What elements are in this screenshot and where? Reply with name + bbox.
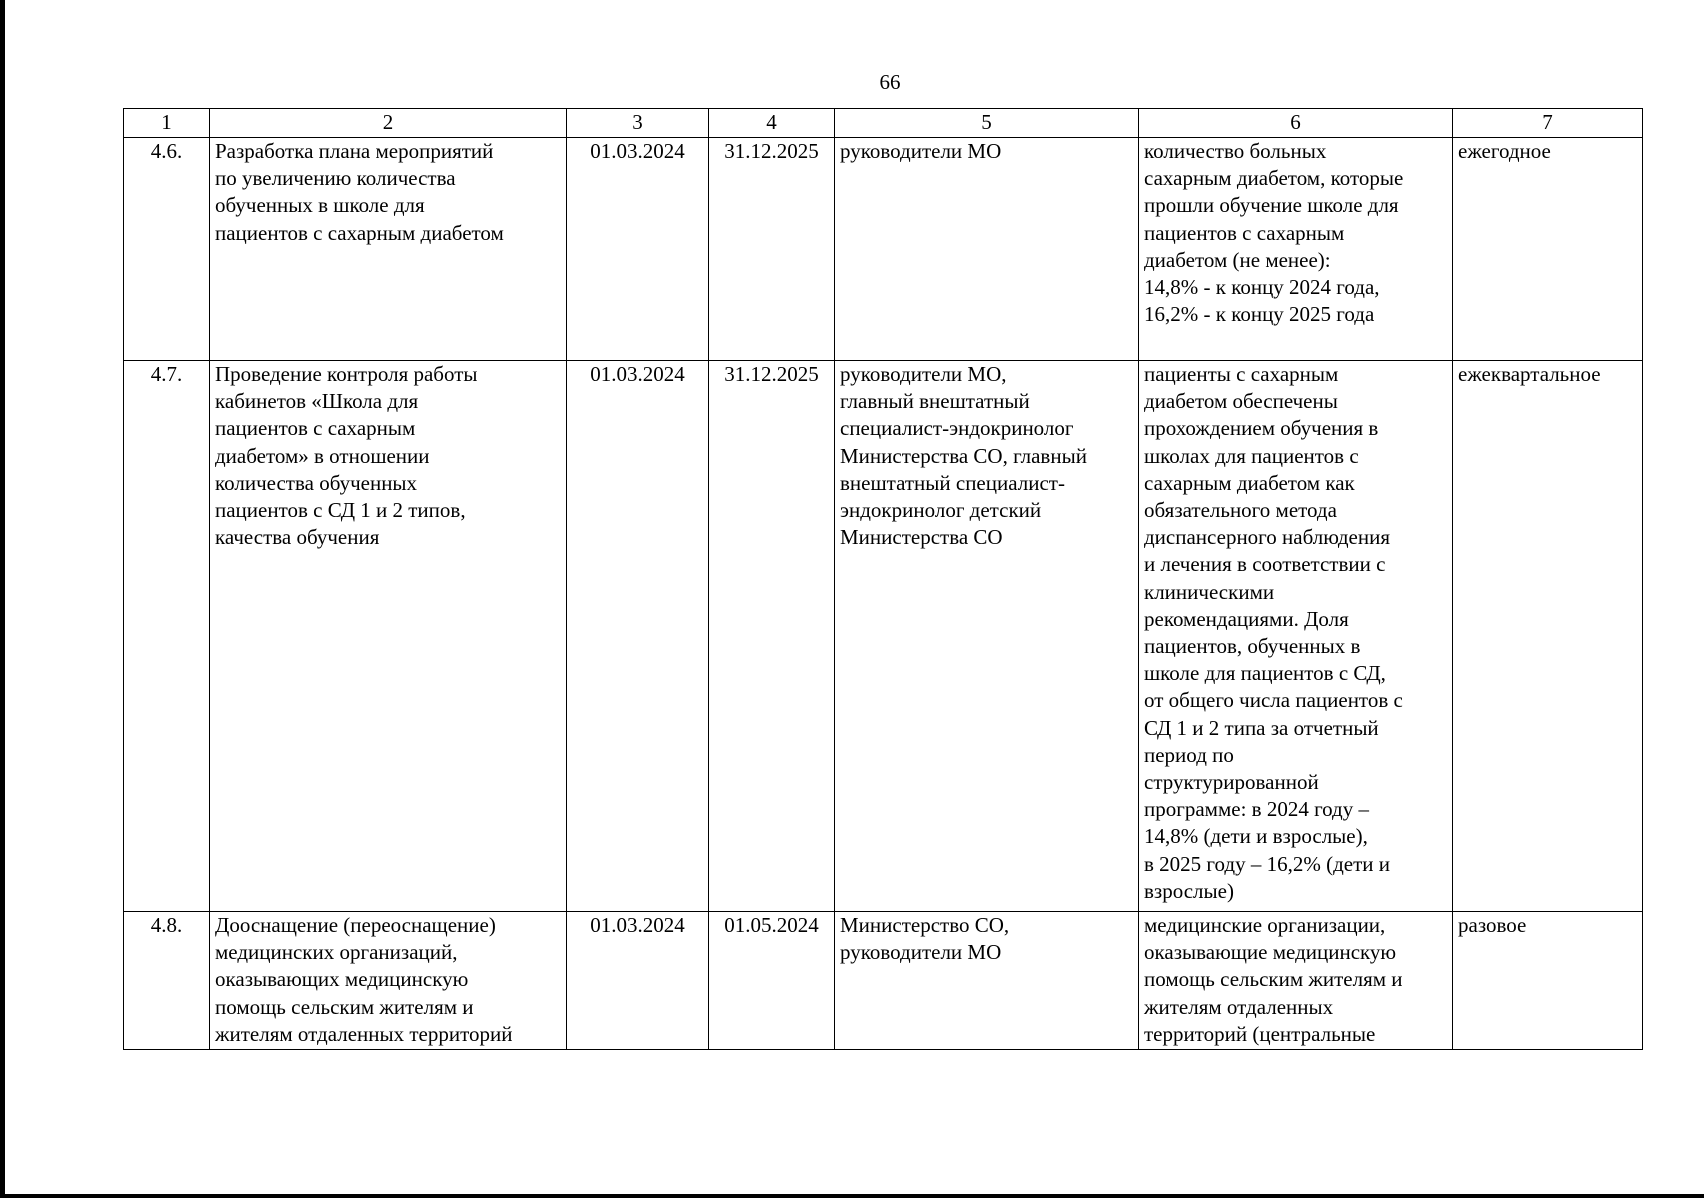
indicator: пациенты с сахарным диабетом обеспечены прохождением обучения в школах для пациентов с сахарным диабетом как обязательного метода диспансерного наблюдения и лечения в соответствии с клиническими рекомендациями. Доля пациентов, обученных в школе для пациентов с СД, от общего числа пациентов с СД 1 и 2 типа за отчетный период по структурированной программе: в 2024 году – 14,8% (дети и взрослые), в 2025 году – 16,2% (дети и взрослые) bbox=[1139, 361, 1453, 912]
frequency: ежегодное bbox=[1453, 138, 1643, 361]
header-row bbox=[124, 109, 1643, 138]
header-col-6: 6 bbox=[1139, 109, 1453, 138]
plan-table bbox=[123, 108, 1643, 1050]
frequency: разовое bbox=[1453, 912, 1643, 1050]
start-date: 01.03.2024 bbox=[567, 361, 709, 912]
indicator: количество больных сахарным диабетом, которые прошли обучение школе для пациентов с сахарным диабетом (не менее): 14,8% - к концу 2024 года, 16,2% - к концу 2025 года bbox=[1139, 138, 1453, 361]
table-row bbox=[124, 912, 1643, 1050]
header-col-5: 5 bbox=[835, 109, 1139, 138]
page-number: 66 bbox=[879, 70, 901, 94]
header-col-3: 3 bbox=[567, 109, 709, 138]
responsible: Министерство СО, руководители МО bbox=[835, 912, 1139, 1050]
table-row bbox=[124, 361, 1643, 912]
row-number: 4.6. bbox=[124, 138, 210, 361]
responsible: руководители МО, главный внештатный специалист-эндокринолог Министерства СО, главный внештатный специалист- эндокринолог детский Министерства СО bbox=[835, 361, 1139, 912]
header-col-7: 7 bbox=[1453, 109, 1643, 138]
start-date: 01.03.2024 bbox=[567, 138, 709, 361]
end-date: 31.12.2025 bbox=[709, 138, 835, 361]
end-date: 31.12.2025 bbox=[709, 361, 835, 912]
event-description: Проведение контроля работы кабинетов «Школа для пациентов с сахарным диабетом» в отношении количества обученных пациентов с СД 1 и 2 типов, качества обучения bbox=[210, 361, 567, 912]
indicator: медицинские организации, оказывающие медицинскую помощь сельским жителям и жителям отдаленных территорий (центральные bbox=[1139, 912, 1453, 1050]
event-description: Разработка плана мероприятий по увеличению количества обученных в школе для пациентов с сахарным диабетом bbox=[210, 138, 567, 361]
event-description: Дооснащение (переоснащение) медицинских организаций, оказывающих медицинскую помощь сельским жителям и жителям отдаленных территорий bbox=[210, 912, 567, 1050]
table-row bbox=[124, 138, 1643, 361]
frequency: ежеквартальное bbox=[1453, 361, 1643, 912]
row-number: 4.7. bbox=[124, 361, 210, 912]
start-date: 01.03.2024 bbox=[567, 912, 709, 1050]
scan-border-left bbox=[0, 0, 5, 1196]
row-number: 4.8. bbox=[124, 912, 210, 1050]
header-col-4: 4 bbox=[709, 109, 835, 138]
scan-border-bottom bbox=[0, 1194, 1704, 1198]
end-date: 01.05.2024 bbox=[709, 912, 835, 1050]
header-col-1: 1 bbox=[124, 109, 210, 138]
header-col-2: 2 bbox=[210, 109, 567, 138]
responsible: руководители МО bbox=[835, 138, 1139, 361]
